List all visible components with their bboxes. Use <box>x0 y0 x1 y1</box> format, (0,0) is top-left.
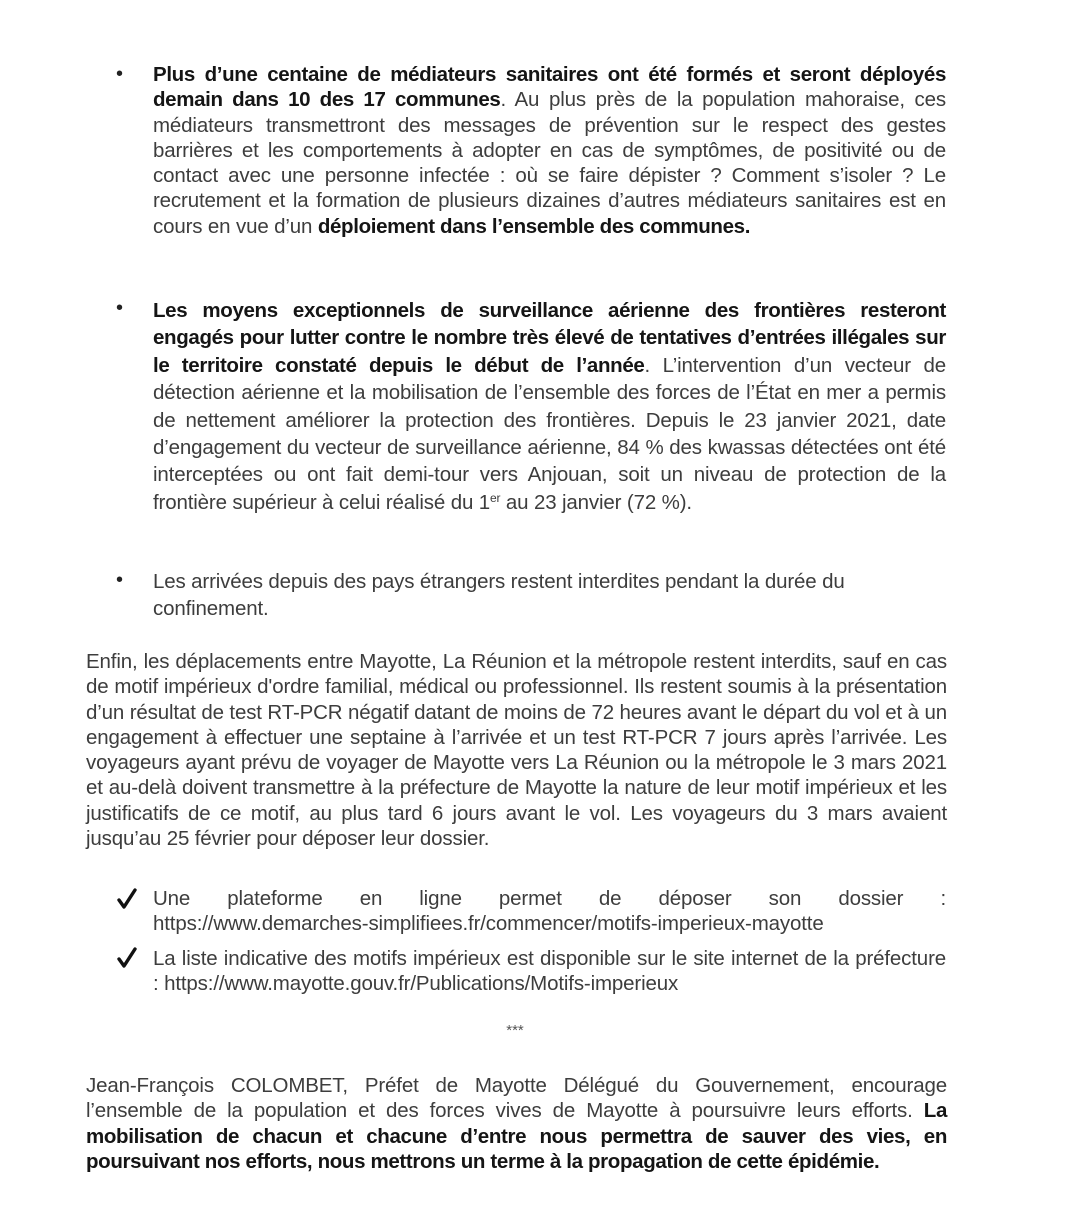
plateforme-link[interactable]: https://www.demarches-simplifiees.fr/commencer/motifs-imperieux-mayotte <box>153 912 824 936</box>
bullet-body-text: Les arrivées depuis des pays étrangers restent interdites pendant la durée du confinement. <box>153 570 845 620</box>
bullet-icon: • <box>116 63 124 85</box>
checkmark-icon <box>117 947 137 969</box>
section-separator: *** <box>506 1022 524 1039</box>
closing-paragraph <box>86 1073 947 1174</box>
paragraph-text: Enfin, les déplacements entre Mayotte, La Réunion et la métropole restent interdits, sauf en cas de motif impérieux d'ordre familial, médical ou professionnel. Ils restent soumis à la présentation d’un résultat de test RT-PCR négatif datant de moins de 72 heures avant le départ du vol et à un engagement à effectuer une septaine à l’arrivée et un test RT-PCR 7 jours après l’arrivée. Les voyageurs ayant prévu de voyager de Mayotte vers La Réunion ou la métropole le 3 mars 2021 et au-delà doivent transmettre à la préfecture de Mayotte la nature de leur motif impérieux et les justificatifs de ce motif, au plus tard 6 jours avant le vol. Les voyageurs du 3 mars avaient jusqu’au 25 février pour déposer leur dossier. <box>86 650 947 851</box>
bullet-bold-lead: Plus d’une centaine de médiateurs sanitaires ont été formés et seront déployés demain dans 10 des 17 communes <box>153 63 946 112</box>
check-item-text: Une plateforme en ligne permet de déposer son dossier : <box>153 887 946 910</box>
bullet-icon: • <box>116 297 124 319</box>
closing-normal-text: Jean-François COLOMBET, Préfet de Mayotte Délégué du Gouvernement, encourage l’ensemble de la population et des forces vives de Mayotte à poursuivre leurs efforts. <box>86 1074 947 1123</box>
bullet-item-arrivees <box>153 568 946 622</box>
bullet-body-text: . L’intervention d’un vecteur de détection aérienne et la mobilisation de l’ensemble des forces de l’État en mer a permis de nettement améliorer la protection des frontières. Depuis le 23 janvier 2021, date d’engagement du vecteur de surveillance aérienne, 84 % des kwassas détectées ont été interceptées ou ont fait demi-tour vers Anjouan, soit un niveau de protection de la frontière supérieur à celui réalisé du 1 <box>153 353 946 514</box>
closing-bold-text: La mobilisation de chacun et chacune d’entre nous permettra de sauver des vies, en poursuivant nos efforts, nous mettrons un terme à la propagation de cette épidémie. <box>86 1099 948 1173</box>
prefecture-link[interactable]: https://www.mayotte.gouv.fr/Publications/Motifs-imperieux <box>164 972 679 996</box>
ordinal-superscript: er <box>490 490 501 505</box>
check-item-liste-motifs <box>153 946 946 997</box>
bullet-bold-lead: Les moyens exceptionnels de surveillance aérienne des frontières resteront engagés pour lutter contre le nombre très élevé de tentatives d’entrées illégales sur le territoire constaté depuis le début de l’année <box>153 299 946 377</box>
bullet-item-mediateurs <box>153 62 946 239</box>
checkmark-icon <box>117 888 137 910</box>
bullet-body-end: au 23 janvier (72 %). <box>500 490 692 514</box>
bullet-bold-tail: déploiement dans l’ensemble des communes. <box>317 214 751 238</box>
bullet-item-surveillance <box>153 297 946 516</box>
bullet-body-text: . Au plus près de la population mahoraise, ces médiateurs transmettront des messages de prévention sur le respect des gestes barrières et les comportements à adopter en cas de symptômes, de positivité ou de contact avec une personne infectée : où se faire dépister ? Comment s’isoler ? Le recrutement et la formation de plusieurs dizaines d’autres médiateurs sanitaires est en cours en vue d’un <box>153 88 946 238</box>
check-item-text: La liste indicative des motifs impérieux est disponible sur le site internet de la préfecture : <box>153 947 946 996</box>
paragraph-deplacements <box>86 649 947 851</box>
check-item-plateforme <box>153 886 946 937</box>
bullet-icon: • <box>116 569 124 591</box>
